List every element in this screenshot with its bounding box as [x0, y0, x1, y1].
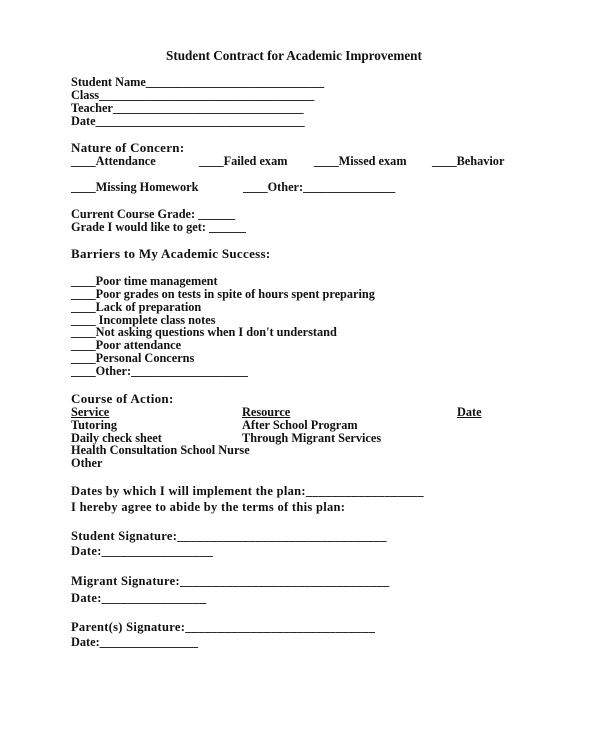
- concern-missed-exam[interactable]: ____Missed exam: [314, 154, 407, 168]
- concern-attendance[interactable]: ____Attendance: [71, 154, 156, 168]
- action-service: Other: [71, 456, 103, 470]
- barrier-item[interactable]: ____Poor grades on tests in spite of hours spent preparing: [71, 287, 375, 301]
- barrier-item[interactable]: ____Poor attendance: [71, 338, 182, 352]
- concern-other[interactable]: ____Other:_______________: [243, 180, 396, 194]
- barrier-item[interactable]: ____Personal Concerns: [71, 351, 195, 365]
- student-signature-field[interactable]: Student Signature:________________________________: [71, 529, 387, 543]
- action-resource: After School Program: [242, 418, 358, 432]
- implement-dates-field[interactable]: Dates by which I will implement the plan:__________________: [71, 484, 424, 498]
- barrier-item[interactable]: ____Poor time management: [71, 274, 218, 288]
- barrier-item[interactable]: ____ Incomplete class notes: [71, 313, 216, 327]
- concern-missing-homework[interactable]: ____Missing Homework: [71, 180, 199, 194]
- barriers-heading: Barriers to My Academic Success:: [71, 246, 271, 261]
- class-field[interactable]: Class___________________________________: [71, 88, 315, 102]
- barrier-item[interactable]: ____Other:___________________: [71, 364, 248, 378]
- document-title: Student Contract for Academic Improvement: [166, 48, 422, 63]
- concern-failed-exam[interactable]: ____Failed exam: [199, 154, 288, 168]
- migrant-signature-date[interactable]: Date:________________: [71, 591, 207, 605]
- student-name-field[interactable]: Student Name_____________________________: [71, 75, 325, 89]
- migrant-signature-field[interactable]: Migrant Signature:________________________________: [71, 574, 390, 588]
- parent-signature-date[interactable]: Date:________________: [71, 635, 199, 649]
- agreement-statement: I hereby agree to abide by the terms of this plan:: [71, 500, 346, 514]
- student-signature-date[interactable]: Date:_________________: [71, 544, 214, 558]
- teacher-field[interactable]: Teacher_______________________________: [71, 101, 304, 115]
- action-resource: Through Migrant Services: [242, 431, 382, 445]
- column-date: Date: [457, 405, 482, 419]
- concern-heading: Nature of Concern:: [71, 140, 185, 155]
- action-service: Health Consultation School Nurse: [71, 443, 250, 457]
- column-service: Service: [71, 405, 110, 419]
- current-grade-field[interactable]: Current Course Grade: ______: [71, 207, 236, 221]
- action-service: Tutoring: [71, 418, 118, 432]
- barrier-item[interactable]: ____Not asking questions when I don't understand: [71, 325, 337, 339]
- action-heading: Course of Action:: [71, 391, 174, 406]
- column-resource: Resource: [242, 405, 291, 419]
- action-service: Daily check sheet: [71, 431, 162, 445]
- desired-grade-field[interactable]: Grade I would like to get: ______: [71, 220, 246, 234]
- concern-behavior[interactable]: ____Behavior: [432, 154, 505, 168]
- barrier-item[interactable]: ____Lack of preparation: [71, 300, 202, 314]
- parent-signature-field[interactable]: Parent(s) Signature:_____________________________: [71, 620, 376, 634]
- date-field[interactable]: Date__________________________________: [71, 114, 305, 128]
